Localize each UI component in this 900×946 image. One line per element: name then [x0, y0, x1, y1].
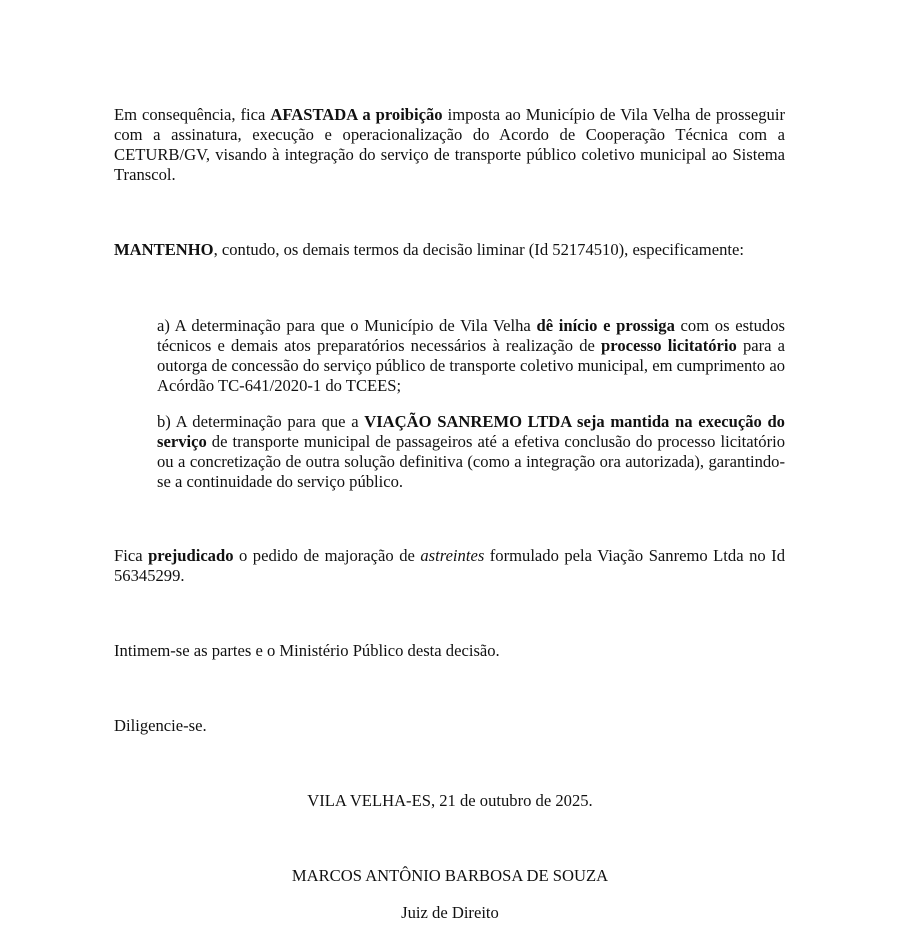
text: formulado pela Viação Sanremo Ltda no Id 56345299.: [114, 546, 785, 585]
paragraph-intimem-se: Intimem-se as partes e o Ministério Público desta decisão.: [114, 641, 500, 660]
item-a: [157, 316, 785, 396]
text: Em consequência, fica: [114, 105, 271, 124]
bold-text: dê início e prossiga: [536, 316, 675, 335]
paragraph-prejudicado: [114, 546, 785, 586]
signer-title: Juiz de Direito: [401, 903, 499, 922]
text: b) A determinação para que a: [157, 412, 365, 431]
text: o pedido de majoração de: [233, 546, 421, 565]
text: para a outorga de concessão do serviço público de transporte coletivo municipal, em cumprimento ao Acórdão TC-641/2020-1 do TCEES;: [157, 336, 785, 395]
bold-text: AFASTADA a proibição: [270, 105, 443, 124]
bold-text: prejudicado: [148, 546, 234, 565]
item-b: [157, 412, 785, 492]
text: imposta ao Município de Vila Velha de prosseguir com a assinatura, execução e operacionalização do Acordo de Cooperação Técnica com a CETURB/GV, visando à integração do serviço de transporte público coletivo municipal ao Sistema Transcol.: [114, 105, 785, 184]
text: , contudo, os demais termos da decisão liminar (Id 52174510), especificamente:: [213, 240, 744, 259]
bold-text: MANTENHO: [114, 240, 214, 259]
bold-text: processo licitatório: [601, 336, 737, 355]
italic-text: astreintes: [420, 546, 485, 565]
paragraph-mantenho: [114, 240, 785, 260]
paragraph-afastada-proibicao: [114, 105, 785, 185]
text: a) A determinação para que o Município de Vila Velha: [157, 316, 537, 335]
text: de transporte municipal de passageiros até a efetiva conclusão do processo licitatório ou a concretização de outra solução definitiva (como a integração ora autorizada), garantindo-se a continuidade do serviço público.: [157, 432, 785, 491]
bold-text: VIAÇÃO SANREMO LTDA seja mantida na execução do serviço: [157, 412, 785, 451]
text: Fica: [114, 546, 149, 565]
text: com os estudos técnicos e demais atos preparatórios necessários à realização de: [157, 316, 785, 355]
paragraph-diligencie-se: Diligencie-se.: [114, 716, 207, 735]
place-date: VILA VELHA-ES, 21 de outubro de 2025.: [307, 791, 593, 810]
signer-name: MARCOS ANTÔNIO BARBOSA DE SOUZA: [291, 866, 609, 885]
